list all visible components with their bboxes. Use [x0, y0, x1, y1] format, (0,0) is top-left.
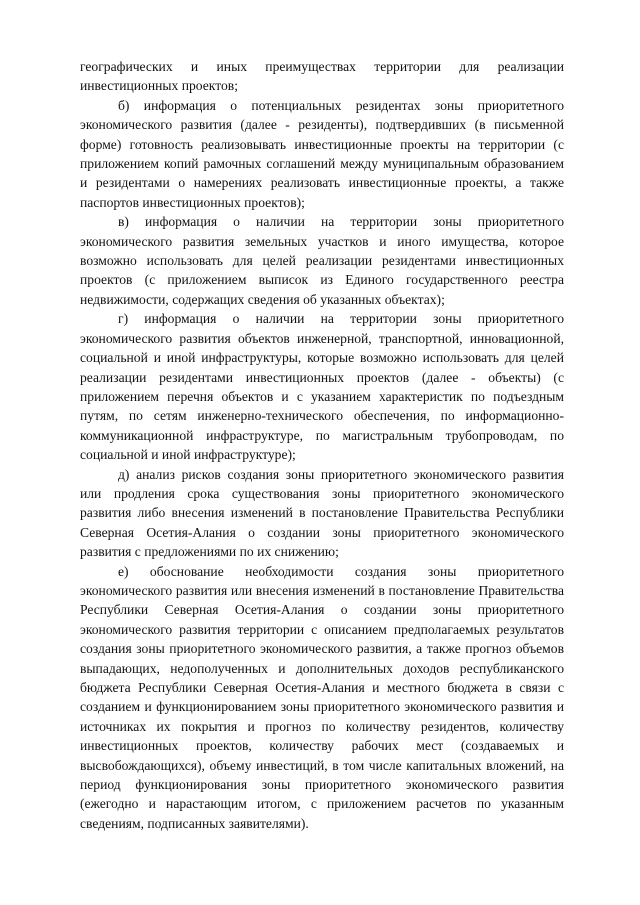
paragraph-item-e: е) обоснование необходимости создания зоны приоритетного экономического развития или внесения изменений в постановление Правительства Республики Северная Осетия-Алания о создании зоны приоритетного экономического развития территории с описанием предполагаемых результатов создания зоны приоритетного экономического развития, а также прогноз объемов выпадающих, недополученных и дополнительных доходов республиканского бюджета Республики Северная Осетия-Алания и местного бюджета в связи с созданием и функционированием зоны приоритетного экономического развития и источниках их покрытия и прогноз по количеству резидентов, количеству инвестиционных проектов, количеству рабочих мест (создаваемых и высвобождающихся), объему инвестиций, в том числе капитальных вложений, на период функционирования зоны приоритетного экономического развития (ежегодно и нарастающим итогом, с приложением расчетов по указанным сведениям, подписанных заявителями).	[80, 563, 564, 831]
paragraph-item-g: г) информация о наличии на территории зоны приоритетного экономического развития объектов инженерной, транспортной, инновационной, социальной и иной инфраструктуры, которые возможно использовать для целей реализации резидентами инвестиционных проектов (далее - объекты) (с приложением перечня объектов и с указанием характеристик по подъездным путям, по сетям инженерно-технического обеспечения, по информационно-коммуникационной инфраструктуре, по магистральным трубопроводам, по социальной и иной инфраструктуре);	[80, 311, 564, 463]
paragraph-item-d: д) анализ рисков создания зоны приоритетного экономического развития или продления срока существования зоны приоритетного экономического развития либо внесения изменений в постановление Правительства Республики Северная Осетия-Алания о создании зоны приоритетного экономического развития с предложениями по их снижению;	[80, 466, 564, 560]
paragraph-item-b: б) информация о потенциальных резидентах зоны приоритетного экономического развития (далее - резиденты), подтвердивших (в письменной форме) готовность реализовывать инвестиционные проекты на территории (с приложением копий рамочных соглашений между муниципальным образованием и резидентами о намерениях реализовать инвестиционные проекты, а также паспортов инвестиционных проектов);	[80, 97, 564, 210]
paragraph-item-v: в) информация о наличии на территории зоны приоритетного экономического развития земельных участков и иного имущества, которое возможно использовать для целей реализации резидентами инвестиционных проектов (с приложением выписок из Единого государственного реестра недвижимости, содержащих сведения об указанных объектах);	[80, 214, 564, 307]
document-body	[80, 57, 564, 833]
paragraph-continuation: географических и иных преимуществах территории для реализации инвестиционных проектов;	[80, 59, 564, 94]
